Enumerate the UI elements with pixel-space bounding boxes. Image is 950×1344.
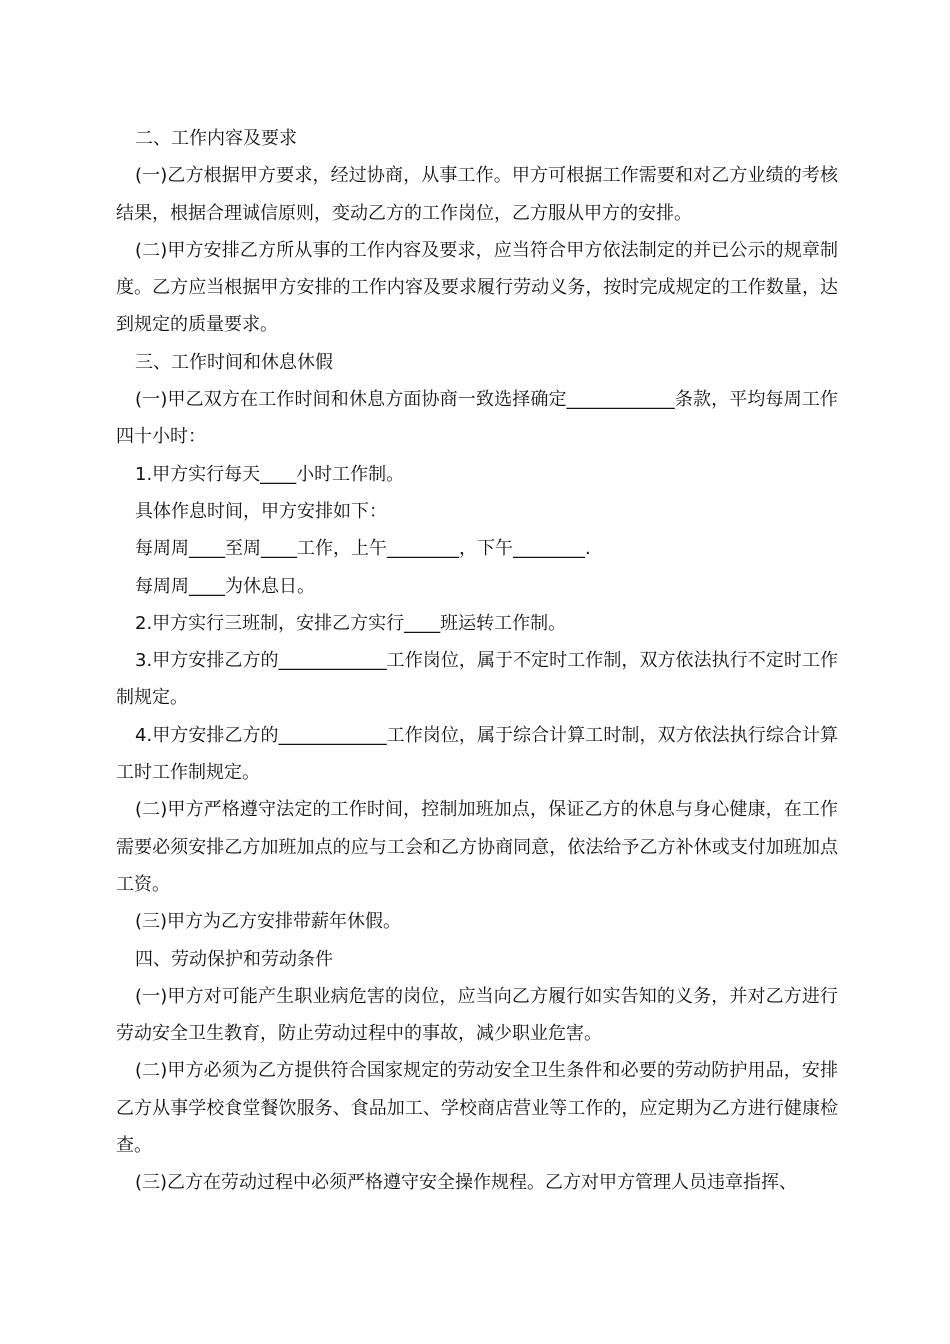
- paragraph-daily-hours: 1.甲方实行每天____小时工作制。: [135, 463, 405, 485]
- paragraph-shift-system: 2.甲方实行三班制，安排乙方实行____班运转工作制。: [135, 612, 567, 634]
- document-body: [116, 120, 838, 1202]
- paragraph-comprehensive-hours: 4.甲方安排乙方的____________工作岗位，属于综合计算工时制，双方依法执行综合计算工时工作制规定。: [116, 724, 838, 784]
- paragraph-rest-day: 每周周____为休息日。: [135, 575, 315, 597]
- paragraph-overtime: (二)甲方严格遵守法定的工作时间，控制加班加点，保证乙方的休息与身心健康，在工作需要必须安排乙方加班加点的应与工会和乙方协商同意，依法给予乙方补休或支付加班加点工资。: [116, 799, 838, 895]
- section-heading-working-hours: 三、工作时间和休息休假: [135, 351, 333, 373]
- section-heading-labor-protection: 四、劳动保护和劳动条件: [135, 948, 333, 970]
- paragraph-weekly-schedule: 每周周____至周____工作，上午________，下午________.: [135, 538, 591, 560]
- section-heading-work-content: 二、工作内容及要求: [135, 128, 297, 149]
- paragraph-safety-rules: (三)乙方在劳动过程中必须严格遵守安全操作规程。乙方对甲方管理人员违章指挥、: [135, 1172, 798, 1194]
- paragraph-work-assignment: (一)乙方根据甲方要求，经过协商，从事工作。甲方可根据工作需要和对乙方业绩的考核结果，根据合理诚信原则，变动乙方的工作岗位，乙方服从甲方的安排。: [116, 165, 838, 224]
- paragraph-safety-conditions: (二)甲方必须为乙方提供符合国家规定的劳动安全卫生条件和必要的劳动防护用品，安排乙方从事学校食堂餐饮服务、食品加工、学校商店营业等工作的，应定期为乙方进行健康检查。: [116, 1060, 838, 1157]
- paragraph-annual-leave: (三)甲方为乙方安排带薪年休假。: [135, 911, 402, 933]
- paragraph-hours-agreement: (一)甲乙双方在工作时间和休息方面协商一致选择确定____________条款，平均每周工作四十小时：: [116, 389, 838, 448]
- paragraph-flexible-hours: 3.甲方安排乙方的____________工作岗位，属于不定时工作制，双方依法执行不定时工作制规定。: [116, 650, 838, 709]
- paragraph-occupational-hazard: (一)甲方对可能产生职业病危害的岗位，应当向乙方履行如实告知的义务，并对乙方进行劳动安全卫生教育，防止劳动过程中的事故，减少职业危害。: [116, 985, 838, 1045]
- paragraph-work-requirements: (二)甲方安排乙方所从事的工作内容及要求，应当符合甲方依法制定的并已公示的规章制度。乙方应当根据甲方安排的工作内容及要求履行劳动义务，按时完成规定的工作数量，达到规定的质量要求。: [116, 239, 838, 336]
- paragraph-schedule-intro: 具体作息时间，甲方安排如下：: [135, 500, 387, 522]
